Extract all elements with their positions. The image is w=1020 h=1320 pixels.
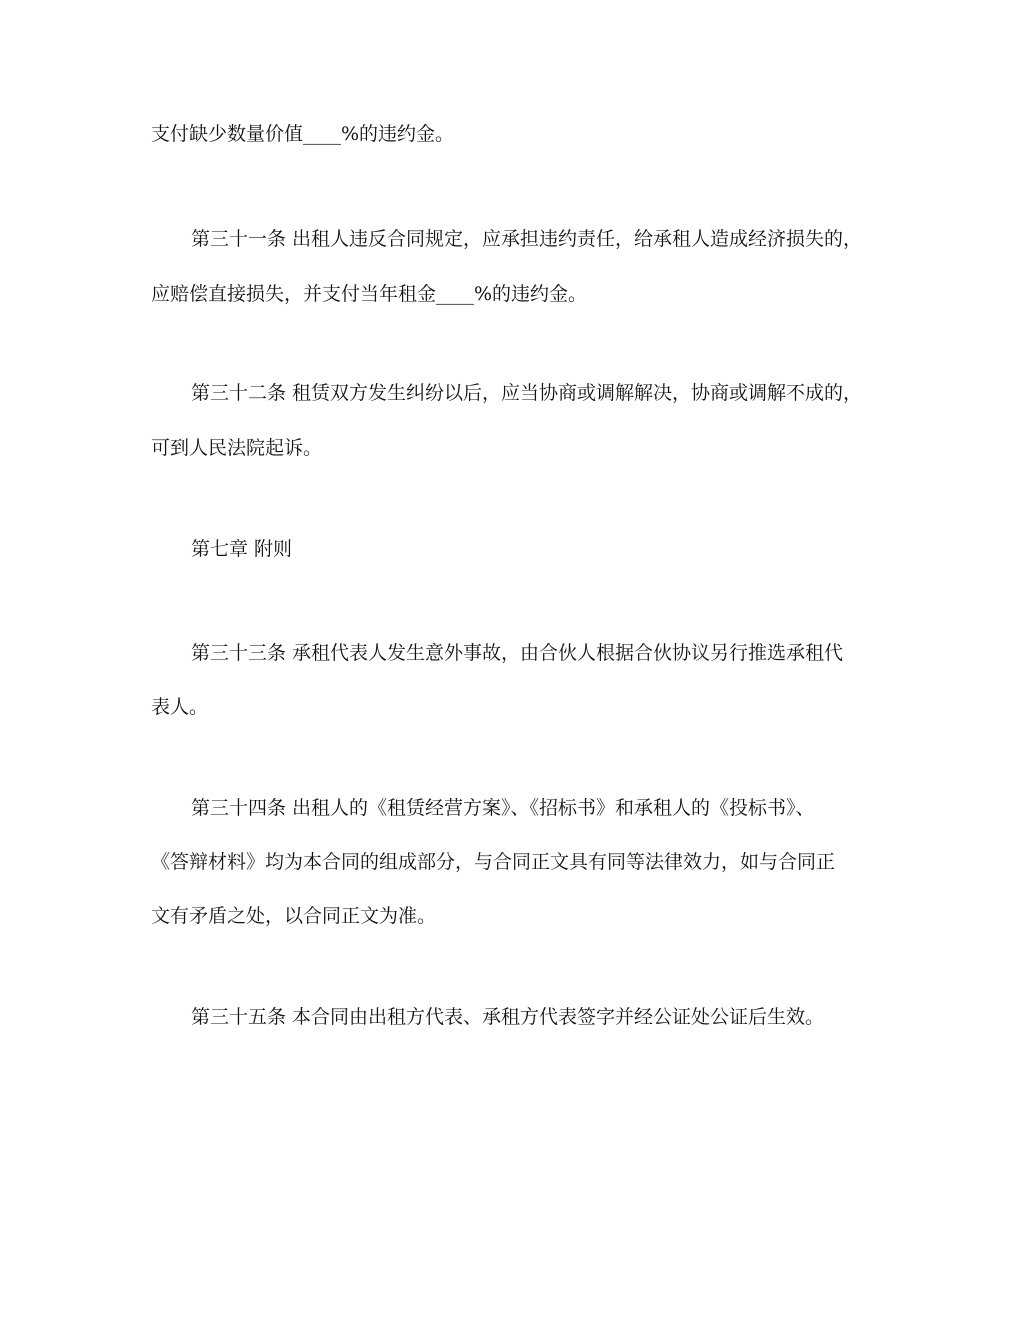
- paragraph-line-continuation: 支付缺少数量价值____%的违约金。: [151, 123, 455, 145]
- article-34-line-2: 《答辩材料》均为本合同的组成部分，与合同正文具有同等法律效力，如与合同正: [151, 851, 836, 873]
- article-34-line-3: 文有矛盾之处，以合同正文为准。: [151, 905, 437, 927]
- article-32-line-2: 可到人民法院起诉。: [151, 437, 323, 459]
- article-34-line-1: 第三十四条 出租人的《租赁经营方案》、《招标书》和承租人的《投标书》、: [191, 797, 815, 819]
- article-35-line-1: 第三十五条 本合同由出租方代表、承租方代表签字并经公证处公证后生效。: [191, 1006, 825, 1028]
- article-31-line-2: 应赔偿直接损失，并支付当年租金____%的违约金。: [151, 283, 588, 305]
- article-33-line-1: 第三十三条 承租代表人发生意外事故，由合伙人根据合伙协议另行推选承租代: [191, 642, 844, 664]
- article-33-line-2: 表人。: [151, 696, 209, 718]
- chapter-7-heading: 第七章 附则: [191, 538, 293, 560]
- article-32-line-1: 第三十二条 租赁双方发生纠纷以后，应当协商或调解解决，协商或调解不成的，: [191, 382, 863, 404]
- article-31-line-1: 第三十一条 出租人违反合同规定，应承担违约责任，给承租人造成经济损失的，: [191, 228, 863, 250]
